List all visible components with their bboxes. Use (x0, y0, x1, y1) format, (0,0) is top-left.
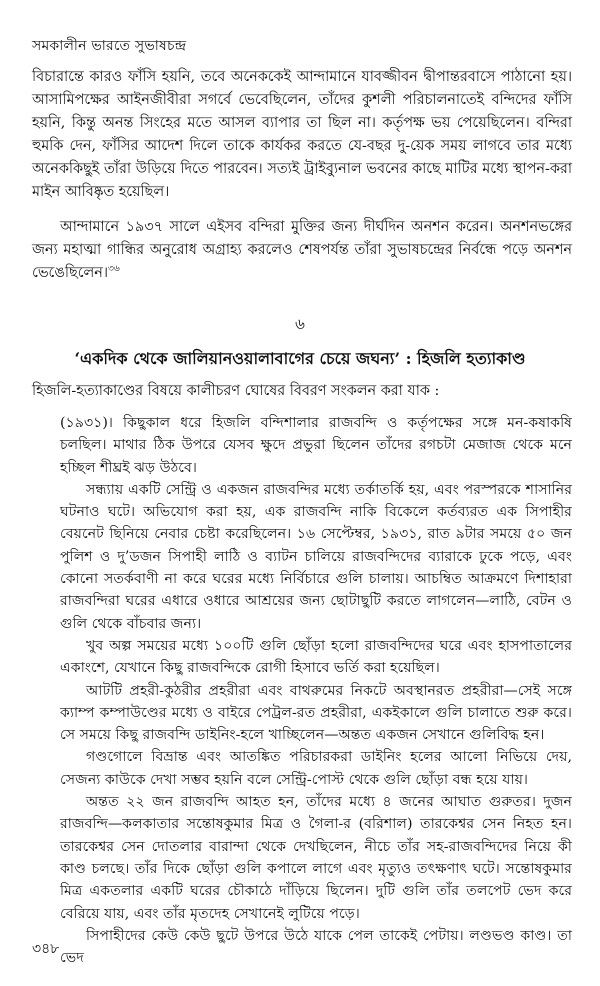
quote-paragraph: (১৯৩১)। কিছুকাল ধরে হিজলি বন্দিশালার রাজবন্দি ও কর্তৃপক্ষের সঙ্গে মন-কষাকষি চলছিল। মাথার ঠিক উপরে যেসব ক্ষুদে প্রভুরা ছিলেন তাঁদের রগচটা মেজাজ থেকে মনে হচ্ছিল শীঘ্রই ঝড় উঠবে। (60, 415, 572, 476)
footnote-marker: ৩৬ (107, 264, 120, 275)
paragraph-andaman-hunger-strike (32, 216, 572, 285)
paragraph-trial-outcome: বিচারান্তে কারও ফাঁসি হয়নি, তবে অনেককেই আন্দামানে যাবজ্জীবন দ্বীপান্তরবাসে পাঠানো হয়। আসামিপক্ষের আইনজীবীরা সগর্বে ভেবেছিলেন, তাঁদের কুশলী পরিচালনাতেই বন্দিদের ফাঁসি হয়নি, কিন্তু অনন্ত সিংহের মতে আসল ব্যাপার তা ছিল না। কর্তৃপক্ষ ভয় পেয়েছিলেন। বন্দিরা হুমকি দেন, ফাঁসির আদেশ দিলে তাকে কার্যকর করতে যে-বছর দু-য়েক সময় লাগবে তার মধ্যে অনেককিছুই তাঁরা উড়িয়ে দিতে পারবেন। সত্যই ট্রাইব্যুনাল ভবনের কাছে মাটির মধ্যে স্থাপন-করা মাইন আবিষ্কৃত হয়েছিল। (32, 69, 572, 200)
quote-paragraph: সন্ধ্যায় একটি সেন্ট্রি ও একজন রাজবন্দির মধ্যে তর্কাতর্কি হয়, এবং পরস্পরকে শাসানির ঘটনাও ঘটে। অভিযোগ করা হয়, এক রাজবন্দি নাকি বিকেলে কর্তব্যরত এক সিপাহীর বেয়নেট ছিনিয়ে নেবার চেষ্টা করেছিলেন। ১৬ সেপ্টেম্বর, ১৯৩১, রাত ৯টার সময়ে ৫০ জন পুলিশ ও দু’ডজন সিপাহী লাঠি ও ব্যাটন চালিয়ে রাজবন্দিদের ব্যারাকে ঢুকে পড়ে, এবং কোনো সতর্কবাণী না করে ঘরের মধ্যে নির্বিচারে গুলি চালায়। আচম্বিত আক্রমণে দিশাহারা রাজবন্দিরা ঘরের এধারে ওধারে আশ্রয়ের জন্য ছোটাছুটি করতে লাগলেন—লাঠি, বেটন ও গুলি থেকে বাঁচবার জন্য। (60, 481, 572, 632)
running-head: সমকালীন ভারতে সুভাষচন্দ্র (32, 38, 187, 54)
intro-line: হিজলি-হত্যাকাণ্ডের বিষয়ে কালীচরণ ঘোষের বিবরণ সংকলন করা যাক : (32, 383, 440, 399)
quote-paragraph: আটটি প্রহরী-কুঠরীর প্রহরীরা এবং বাথরুমের নিকটে অবস্থানরত প্রহরীরা—সেই সঙ্গে ক্যাম্প কম্পাউণ্ডের মধ্যে ও বাইরে পেট্রল-রত প্রহরীরা, একইকালে গুলি চালাতে শুরু করে। সে সময়ে কিছু রাজবন্দি ডাইনিং-হলে খাচ্ছিলেন—অন্তত একজন সেখানে গুলিবিদ্ধ হন। (60, 682, 572, 744)
section-title: ‘একদিক থেকে জালিয়ানওয়ালাবাগের চেয়ে জঘন্য’ : হিজলি হত্যাকাণ্ড (74, 349, 526, 368)
section-number: ৬ (295, 315, 305, 333)
block-quote (60, 412, 572, 969)
quote-paragraph: সিপাহীদের কেউ কেউ ছুটে উপরে উঠে যাকে পেল তাকেই পেটায়। লণ্ডভণ্ড কাণ্ড। তা ভেদ (60, 927, 572, 967)
quote-paragraph: অন্তত ২২ জন রাজবন্দি আহত হন, তাঁদের মধ্যে ৪ জনের আঘাত গুরুতর। দুজন রাজবন্দি—কলকাতার সন্তোষকুমার মিত্র ও গৈলা-র (বরিশাল) তারকেশ্বর সেন নিহত হন। তারকেশ্বর সেন দোতলার বারান্দা থেকে দেখছিলেন, নীচে তাঁর সহ-রাজবন্দিদের নিয়ে কী কাণ্ড চলছে। তাঁর দিকে ছোঁড়া গুলি কপালে লাগে এবং মৃত্যুও তৎক্ষণাৎ ঘটে। সন্তোষকুমার মিত্র একতলার একটি ঘরের চৌকাঠে দাঁড়িয়ে ছিলেন। দুটি গুলি তাঁর তলপেট ভেদ করে বেরিয়ে যায়, এবং তাঁর মৃতদেহ সেখানেই লুটিয়ে পড়ে। (60, 794, 572, 922)
page-number: ৩৪৮ (32, 941, 60, 957)
quote-paragraph: খুব অল্প সময়ের মধ্যে ১০০টি গুলি ছোঁড়া হলো রাজবন্দিদের ঘরে এবং হাসপাতালের একাংশে, যেখানে কিছু রাজবন্দিকে রোগী হিসাবে ভর্তি করা হয়েছিল। (60, 637, 572, 677)
paragraph-andaman-text: আন্দামানে ১৯৩৭ সালে এইসব বন্দিরা মুক্তির জন্য দীর্ঘদিন অনশন করেন। অনশনভঙ্গের জন্য মহাত্মা গান্ধির অনুরোধ অগ্রাহ্য করলেও শেষপর্যন্ত তাঁরা সুভাষচন্দ্রের নির্বন্ধে পড়ে অনশন ভেঙেছিলেন। (32, 219, 572, 281)
quote-paragraph: গণ্ডগোলে বিভ্রান্ত এবং আতঙ্কিত পরিচারকরা ডাইনিং হলের আলো নিভিয়ে দেয়, সেজন্য কাউকে দেখা সম্ভব হয়নি বলে সেন্ট্রি-পোস্ট থেকে গুলি ছোঁড়া বন্ধ হয়ে যায়। (60, 749, 572, 788)
